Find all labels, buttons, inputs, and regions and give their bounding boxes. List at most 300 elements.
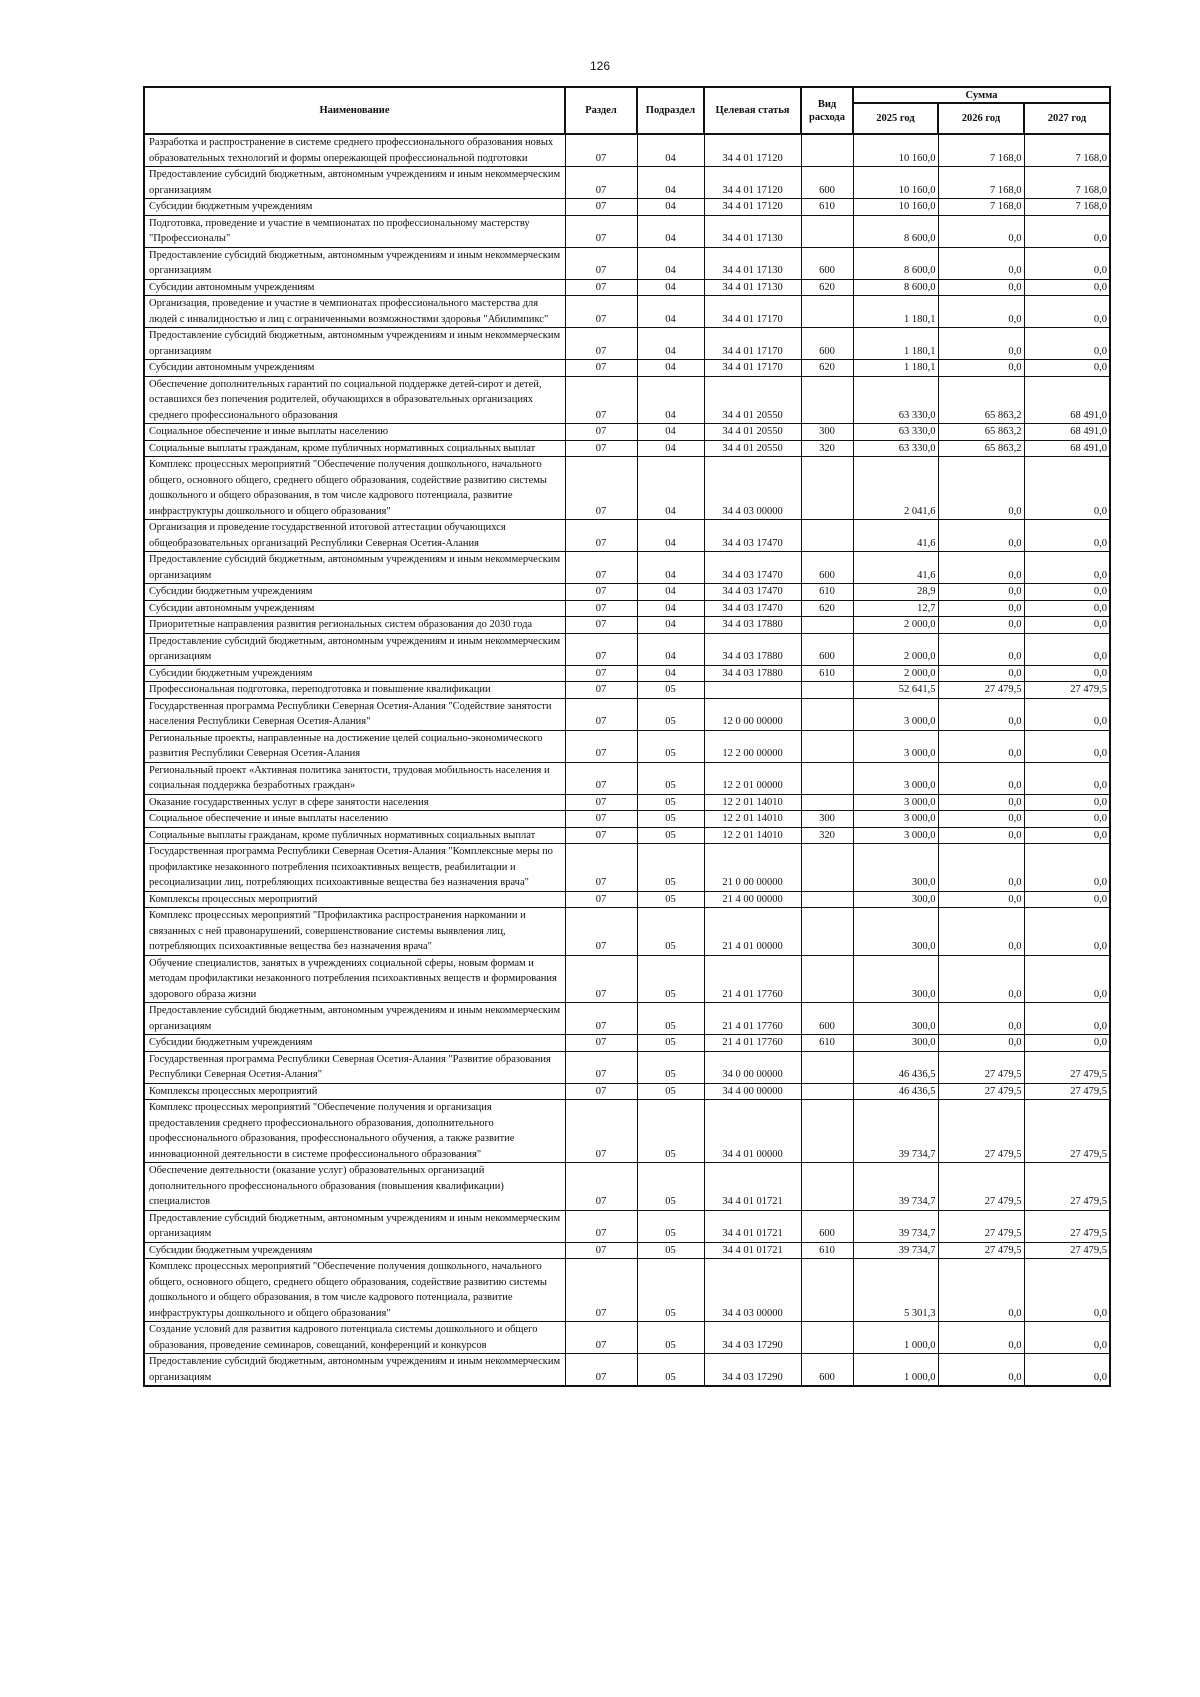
row-subsection: 04 — [637, 617, 704, 634]
row-name: Разработка и распространение в системе среднего профессионального образования новых образовательных технологий и формы опережающей профессиональной подготовки — [144, 134, 565, 167]
row-sum-2027: 0,0 — [1024, 891, 1110, 908]
table-row — [144, 827, 1110, 844]
row-expense-type — [801, 457, 853, 520]
row-target-article: 21 4 01 17760 — [704, 955, 801, 1003]
row-sum-2025: 41,6 — [853, 552, 938, 584]
row-name: Социальное обеспечение и иные выплаты населению — [144, 811, 565, 828]
row-subsection: 05 — [637, 1322, 704, 1354]
row-section: 07 — [565, 376, 637, 424]
row-sum-2025: 8 600,0 — [853, 247, 938, 279]
row-sum-2025: 3 000,0 — [853, 827, 938, 844]
table-row — [144, 1242, 1110, 1259]
budget-table — [143, 86, 1111, 1387]
row-section: 07 — [565, 328, 637, 360]
row-section: 07 — [565, 215, 637, 247]
row-sum-2026: 27 479,5 — [938, 1100, 1024, 1163]
row-expense-type — [801, 955, 853, 1003]
table-row — [144, 457, 1110, 520]
row-section: 07 — [565, 1100, 637, 1163]
row-sum-2027: 0,0 — [1024, 811, 1110, 828]
table-row — [144, 844, 1110, 892]
row-sum-2026: 0,0 — [938, 811, 1024, 828]
row-name: Приоритетные направления развития региональных систем образования до 2030 года — [144, 617, 565, 634]
row-sum-2026: 0,0 — [938, 457, 1024, 520]
row-target-article: 34 4 01 17170 — [704, 328, 801, 360]
row-section: 07 — [565, 633, 637, 665]
row-subsection: 05 — [637, 762, 704, 794]
row-sum-2025: 1 000,0 — [853, 1322, 938, 1354]
row-sum-2026: 27 479,5 — [938, 1051, 1024, 1083]
row-subsection: 04 — [637, 600, 704, 617]
row-subsection: 05 — [637, 827, 704, 844]
row-sum-2025: 300,0 — [853, 844, 938, 892]
table-row — [144, 167, 1110, 199]
row-target-article: 34 0 00 00000 — [704, 1051, 801, 1083]
row-name: Предоставление субсидий бюджетным, автономным учреждениям и иным некоммерческим организациям — [144, 1210, 565, 1242]
table-row — [144, 617, 1110, 634]
row-name: Комплексы процессных мероприятий — [144, 1083, 565, 1100]
row-expense-type: 300 — [801, 424, 853, 441]
row-name: Государственная программа Республики Северная Осетия-Алания "Развитие образования Республики Северная Осетия-Алания" — [144, 1051, 565, 1083]
row-sum-2026: 27 479,5 — [938, 1210, 1024, 1242]
row-section: 07 — [565, 827, 637, 844]
row-sum-2025: 300,0 — [853, 1035, 938, 1052]
row-expense-type — [801, 1051, 853, 1083]
row-target-article: 34 4 01 01721 — [704, 1210, 801, 1242]
row-subsection: 04 — [637, 199, 704, 216]
row-subsection: 04 — [637, 167, 704, 199]
row-name: Обучение специалистов, занятых в учреждениях социальной сферы, новым формам и методам профилактики незаконного потребления психоактивных веществ и формирования здорового образа жизни — [144, 955, 565, 1003]
row-target-article: 12 2 01 00000 — [704, 762, 801, 794]
row-sum-2026: 0,0 — [938, 1003, 1024, 1035]
table-row — [144, 1051, 1110, 1083]
row-target-article: 12 2 01 14010 — [704, 811, 801, 828]
row-target-article: 12 0 00 00000 — [704, 698, 801, 730]
row-target-article: 21 4 01 17760 — [704, 1003, 801, 1035]
row-subsection: 04 — [637, 215, 704, 247]
row-sum-2026: 0,0 — [938, 279, 1024, 296]
row-sum-2027: 0,0 — [1024, 552, 1110, 584]
row-sum-2027: 0,0 — [1024, 1322, 1110, 1354]
row-section: 07 — [565, 1259, 637, 1322]
row-sum-2027: 0,0 — [1024, 584, 1110, 601]
table-row — [144, 199, 1110, 216]
row-target-article: 21 4 01 00000 — [704, 908, 801, 956]
row-name: Комплекс процессных мероприятий "Обеспечение получения и организация предоставления среднего профессионального образования, дополнительного профессионального образования, профессионального обучения, а также развитие инновационной деятельности в системе профессионального образования" — [144, 1100, 565, 1163]
row-sum-2026: 7 168,0 — [938, 167, 1024, 199]
row-subsection: 05 — [637, 698, 704, 730]
row-sum-2025: 2 041,6 — [853, 457, 938, 520]
row-target-article: 34 4 01 01721 — [704, 1163, 801, 1211]
row-sum-2025: 300,0 — [853, 955, 938, 1003]
row-subsection: 04 — [637, 424, 704, 441]
row-subsection: 05 — [637, 955, 704, 1003]
row-subsection: 05 — [637, 730, 704, 762]
row-target-article: 34 4 03 17470 — [704, 520, 801, 552]
row-sum-2027: 0,0 — [1024, 617, 1110, 634]
row-expense-type: 620 — [801, 360, 853, 377]
table-row — [144, 215, 1110, 247]
row-subsection: 05 — [637, 891, 704, 908]
table-row — [144, 424, 1110, 441]
row-sum-2025: 39 734,7 — [853, 1242, 938, 1259]
row-subsection: 05 — [637, 1354, 704, 1387]
row-sum-2027: 0,0 — [1024, 698, 1110, 730]
row-sum-2027: 27 479,5 — [1024, 1210, 1110, 1242]
row-expense-type — [801, 891, 853, 908]
row-sum-2027: 68 491,0 — [1024, 440, 1110, 457]
row-sum-2027: 68 491,0 — [1024, 376, 1110, 424]
row-section: 07 — [565, 457, 637, 520]
table-row — [144, 633, 1110, 665]
row-expense-type: 600 — [801, 552, 853, 584]
row-expense-type: 610 — [801, 1242, 853, 1259]
row-subsection: 05 — [637, 1083, 704, 1100]
row-target-article: 34 4 03 00000 — [704, 1259, 801, 1322]
row-sum-2026: 65 863,2 — [938, 424, 1024, 441]
row-name: Государственная программа Республики Северная Осетия-Алания "Содействие занятости населения Республики Северная Осетия-Алания" — [144, 698, 565, 730]
table-row — [144, 908, 1110, 956]
row-sum-2026: 0,0 — [938, 584, 1024, 601]
row-sum-2027: 0,0 — [1024, 457, 1110, 520]
table-row — [144, 1035, 1110, 1052]
row-name: Предоставление субсидий бюджетным, автономным учреждениям и иным некоммерческим организациям — [144, 247, 565, 279]
row-section: 07 — [565, 811, 637, 828]
row-sum-2026: 0,0 — [938, 908, 1024, 956]
row-sum-2026: 65 863,2 — [938, 440, 1024, 457]
row-section: 07 — [565, 665, 637, 682]
row-sum-2025: 2 000,0 — [853, 633, 938, 665]
row-sum-2027: 7 168,0 — [1024, 199, 1110, 216]
row-sum-2025: 2 000,0 — [853, 665, 938, 682]
row-sum-2025: 1 000,0 — [853, 1354, 938, 1387]
table-row — [144, 296, 1110, 328]
table-row — [144, 279, 1110, 296]
table-row — [144, 1259, 1110, 1322]
row-name: Субсидии бюджетным учреждениям — [144, 1035, 565, 1052]
row-sum-2025: 8 600,0 — [853, 215, 938, 247]
table-row — [144, 360, 1110, 377]
table-row — [144, 762, 1110, 794]
row-target-article: 34 4 03 17470 — [704, 552, 801, 584]
row-name: Комплекс процессных мероприятий "Обеспечение получения дошкольного, начального общего, основного общего, среднего общего образования, содействие развитию системы дошкольного и общего образования, в том числе кадрового потенциала, развитие инфраструктуры дошкольного и общего образования" — [144, 1259, 565, 1322]
row-sum-2027: 27 479,5 — [1024, 1051, 1110, 1083]
row-target-article: 34 4 01 17120 — [704, 134, 801, 167]
table-row — [144, 1354, 1110, 1387]
row-sum-2026: 0,0 — [938, 328, 1024, 360]
row-name: Субсидии бюджетным учреждениям — [144, 1242, 565, 1259]
row-expense-type: 620 — [801, 600, 853, 617]
row-subsection: 04 — [637, 279, 704, 296]
header-section: Раздел — [565, 87, 637, 134]
row-sum-2026: 0,0 — [938, 1354, 1024, 1387]
row-section: 07 — [565, 955, 637, 1003]
row-subsection: 04 — [637, 440, 704, 457]
row-sum-2027: 7 168,0 — [1024, 134, 1110, 167]
row-sum-2025: 63 330,0 — [853, 440, 938, 457]
row-sum-2026: 0,0 — [938, 1322, 1024, 1354]
row-name: Профессиональная подготовка, переподготовка и повышение квалификации — [144, 682, 565, 699]
table-row — [144, 440, 1110, 457]
row-target-article: 34 4 00 00000 — [704, 1083, 801, 1100]
row-target-article: 34 4 01 17130 — [704, 247, 801, 279]
row-sum-2025: 3 000,0 — [853, 762, 938, 794]
table-row — [144, 552, 1110, 584]
row-expense-type: 320 — [801, 440, 853, 457]
row-expense-type — [801, 1259, 853, 1322]
row-sum-2027: 0,0 — [1024, 520, 1110, 552]
row-sum-2025: 300,0 — [853, 908, 938, 956]
header-name: Наименование — [144, 87, 565, 134]
row-subsection: 04 — [637, 665, 704, 682]
header-year-2026: 2026 год — [938, 103, 1024, 134]
row-sum-2026: 7 168,0 — [938, 199, 1024, 216]
row-name: Предоставление субсидий бюджетным, автономным учреждениям и иным некоммерческим организациям — [144, 552, 565, 584]
table-header — [144, 87, 1110, 134]
row-section: 07 — [565, 844, 637, 892]
row-sum-2027: 0,0 — [1024, 908, 1110, 956]
header-sum: Сумма — [853, 87, 1110, 103]
table-row — [144, 1100, 1110, 1163]
row-sum-2027: 0,0 — [1024, 844, 1110, 892]
row-expense-type: 600 — [801, 167, 853, 199]
row-sum-2025: 63 330,0 — [853, 376, 938, 424]
row-section: 07 — [565, 1242, 637, 1259]
row-section: 07 — [565, 891, 637, 908]
table-row — [144, 811, 1110, 828]
row-subsection: 05 — [637, 811, 704, 828]
row-expense-type: 610 — [801, 1035, 853, 1052]
table-row — [144, 1163, 1110, 1211]
row-name: Подготовка, проведение и участие в чемпионатах по профессиональному мастерству "Профессионалы" — [144, 215, 565, 247]
row-sum-2026: 0,0 — [938, 762, 1024, 794]
table-row — [144, 247, 1110, 279]
row-section: 07 — [565, 730, 637, 762]
row-section: 07 — [565, 424, 637, 441]
row-target-article: 34 4 01 17120 — [704, 199, 801, 216]
row-section: 07 — [565, 1003, 637, 1035]
row-expense-type: 610 — [801, 584, 853, 601]
row-expense-type — [801, 134, 853, 167]
row-section: 07 — [565, 600, 637, 617]
row-target-article — [704, 682, 801, 699]
row-section: 07 — [565, 552, 637, 584]
row-target-article: 34 4 01 01721 — [704, 1242, 801, 1259]
row-subsection: 05 — [637, 1003, 704, 1035]
row-name: Организация и проведение государственной итоговой аттестации обучающихся общеобразовательных организаций Республики Северная Осетия-Алания — [144, 520, 565, 552]
row-sum-2027: 0,0 — [1024, 600, 1110, 617]
row-sum-2025: 39 734,7 — [853, 1100, 938, 1163]
row-expense-type — [801, 682, 853, 699]
row-expense-type — [801, 908, 853, 956]
row-expense-type: 300 — [801, 811, 853, 828]
row-sum-2027: 27 479,5 — [1024, 1083, 1110, 1100]
row-target-article: 34 4 03 17470 — [704, 584, 801, 601]
row-sum-2027: 0,0 — [1024, 730, 1110, 762]
row-name: Комплекс процессных мероприятий "Обеспечение получения дошкольного, начального общего, основного общего, среднего общего образования, содействие развитию системы дошкольного и общего образования, в том числе кадрового потенциала, развитие инфраструктуры дошкольного и общего образования" — [144, 457, 565, 520]
row-sum-2027: 0,0 — [1024, 665, 1110, 682]
row-sum-2026: 0,0 — [938, 360, 1024, 377]
row-sum-2025: 3 000,0 — [853, 698, 938, 730]
row-sum-2027: 0,0 — [1024, 296, 1110, 328]
row-sum-2026: 7 168,0 — [938, 134, 1024, 167]
row-section: 07 — [565, 762, 637, 794]
header-expense-type: Вид расхода — [801, 87, 853, 134]
row-name: Субсидии автономным учреждениям — [144, 600, 565, 617]
row-expense-type — [801, 215, 853, 247]
header-subsection: Подраздел — [637, 87, 704, 134]
row-target-article: 34 4 01 20550 — [704, 376, 801, 424]
row-expense-type — [801, 698, 853, 730]
row-sum-2027: 0,0 — [1024, 1035, 1110, 1052]
row-subsection: 04 — [637, 457, 704, 520]
row-sum-2025: 12,7 — [853, 600, 938, 617]
row-name: Комплексы процессных мероприятий — [144, 891, 565, 908]
row-sum-2025: 10 160,0 — [853, 134, 938, 167]
row-target-article: 34 4 01 17130 — [704, 279, 801, 296]
table-row — [144, 698, 1110, 730]
table-body — [144, 134, 1110, 1386]
row-target-article: 21 4 01 17760 — [704, 1035, 801, 1052]
row-subsection: 04 — [637, 134, 704, 167]
row-sum-2027: 0,0 — [1024, 955, 1110, 1003]
row-sum-2026: 0,0 — [938, 600, 1024, 617]
row-section: 07 — [565, 1083, 637, 1100]
row-section: 07 — [565, 682, 637, 699]
row-expense-type: 600 — [801, 247, 853, 279]
row-expense-type — [801, 1100, 853, 1163]
row-subsection: 05 — [637, 1163, 704, 1211]
row-sum-2025: 39 734,7 — [853, 1163, 938, 1211]
row-section: 07 — [565, 440, 637, 457]
row-sum-2026: 0,0 — [938, 891, 1024, 908]
row-target-article: 34 4 03 17880 — [704, 617, 801, 634]
row-section: 07 — [565, 1051, 637, 1083]
row-sum-2026: 0,0 — [938, 827, 1024, 844]
row-target-article: 34 4 03 00000 — [704, 457, 801, 520]
header-target-article: Целевая статья — [704, 87, 801, 134]
row-sum-2026: 0,0 — [938, 1035, 1024, 1052]
row-target-article: 34 4 03 17880 — [704, 633, 801, 665]
row-subsection: 05 — [637, 1210, 704, 1242]
row-subsection: 04 — [637, 328, 704, 360]
row-section: 07 — [565, 360, 637, 377]
row-sum-2026: 0,0 — [938, 1259, 1024, 1322]
row-target-article: 21 0 00 00000 — [704, 844, 801, 892]
row-subsection: 04 — [637, 552, 704, 584]
row-name: Региональный проект «Активная политика занятости, трудовая мобильность населения и социальная поддержка безработных граждан» — [144, 762, 565, 794]
row-section: 07 — [565, 794, 637, 811]
row-sum-2027: 0,0 — [1024, 633, 1110, 665]
row-section: 07 — [565, 296, 637, 328]
row-sum-2026: 0,0 — [938, 215, 1024, 247]
row-name: Предоставление субсидий бюджетным, автономным учреждениям и иным некоммерческим организациям — [144, 1003, 565, 1035]
row-name: Предоставление субсидий бюджетным, автономным учреждениям и иным некоммерческим организациям — [144, 167, 565, 199]
row-expense-type — [801, 1163, 853, 1211]
table-row — [144, 134, 1110, 167]
row-expense-type: 600 — [801, 1210, 853, 1242]
row-target-article: 34 4 01 17170 — [704, 296, 801, 328]
row-target-article: 12 2 01 14010 — [704, 827, 801, 844]
row-sum-2026: 65 863,2 — [938, 376, 1024, 424]
row-section: 07 — [565, 584, 637, 601]
row-sum-2027: 0,0 — [1024, 360, 1110, 377]
row-sum-2026: 0,0 — [938, 794, 1024, 811]
row-name: Обеспечение дополнительных гарантий по социальной поддержке детей-сирот и детей, оставшихся без попечения родителей, обучающихся в образовательных организациях среднего профессионального образования — [144, 376, 565, 424]
row-sum-2025: 3 000,0 — [853, 730, 938, 762]
row-subsection: 04 — [637, 296, 704, 328]
row-sum-2025: 52 641,5 — [853, 682, 938, 699]
row-subsection: 05 — [637, 794, 704, 811]
row-sum-2026: 0,0 — [938, 633, 1024, 665]
row-name: Социальное обеспечение и иные выплаты населению — [144, 424, 565, 441]
table-row — [144, 584, 1110, 601]
row-expense-type: 600 — [801, 1354, 853, 1387]
row-name: Оказание государственных услуг в сфере занятости населения — [144, 794, 565, 811]
row-sum-2026: 0,0 — [938, 520, 1024, 552]
row-sum-2025: 1 180,1 — [853, 360, 938, 377]
row-sum-2025: 300,0 — [853, 891, 938, 908]
row-name: Предоставление субсидий бюджетным, автономным учреждениям и иным некоммерческим организациям — [144, 633, 565, 665]
row-name: Обеспечение деятельности (оказание услуг) образовательных организаций дополнительного профессионального образования (повышения квалификации) специалистов — [144, 1163, 565, 1211]
row-expense-type: 610 — [801, 665, 853, 682]
row-expense-type: 600 — [801, 328, 853, 360]
row-name: Создание условий для развития кадрового потенциала системы дошкольного и общего образования, проведение семинаров, совещаний, конференций и конкурсов — [144, 1322, 565, 1354]
row-sum-2026: 27 479,5 — [938, 1083, 1024, 1100]
row-sum-2026: 0,0 — [938, 296, 1024, 328]
row-section: 07 — [565, 1210, 637, 1242]
row-sum-2027: 0,0 — [1024, 328, 1110, 360]
row-sum-2027: 0,0 — [1024, 1003, 1110, 1035]
table-row — [144, 1003, 1110, 1035]
table-row — [144, 665, 1110, 682]
row-subsection: 04 — [637, 376, 704, 424]
row-sum-2025: 41,6 — [853, 520, 938, 552]
row-expense-type: 600 — [801, 1003, 853, 1035]
row-name: Предоставление субсидий бюджетным, автономным учреждениям и иным некоммерческим организациям — [144, 1354, 565, 1387]
row-subsection: 05 — [637, 1100, 704, 1163]
row-expense-type — [801, 1322, 853, 1354]
table-row — [144, 682, 1110, 699]
row-expense-type — [801, 844, 853, 892]
table-row — [144, 891, 1110, 908]
row-sum-2027: 0,0 — [1024, 1354, 1110, 1387]
row-section: 07 — [565, 247, 637, 279]
row-target-article: 34 4 03 17880 — [704, 665, 801, 682]
table-row — [144, 600, 1110, 617]
row-subsection: 05 — [637, 1035, 704, 1052]
page-number: 126 — [589, 59, 611, 73]
row-sum-2025: 3 000,0 — [853, 811, 938, 828]
header-year-2025: 2025 год — [853, 103, 938, 134]
table-row — [144, 520, 1110, 552]
row-name: Субсидии бюджетным учреждениям — [144, 584, 565, 601]
row-target-article: 34 4 01 17170 — [704, 360, 801, 377]
row-subsection: 04 — [637, 584, 704, 601]
row-target-article: 34 4 01 17120 — [704, 167, 801, 199]
row-sum-2027: 7 168,0 — [1024, 167, 1110, 199]
row-target-article: 12 2 01 14010 — [704, 794, 801, 811]
row-subsection: 05 — [637, 1051, 704, 1083]
table-row — [144, 1322, 1110, 1354]
row-sum-2027: 27 479,5 — [1024, 1242, 1110, 1259]
row-name: Субсидии бюджетным учреждениям — [144, 665, 565, 682]
row-section: 07 — [565, 908, 637, 956]
row-sum-2027: 0,0 — [1024, 762, 1110, 794]
row-sum-2025: 2 000,0 — [853, 617, 938, 634]
row-subsection: 05 — [637, 1242, 704, 1259]
row-target-article: 34 4 03 17290 — [704, 1354, 801, 1387]
